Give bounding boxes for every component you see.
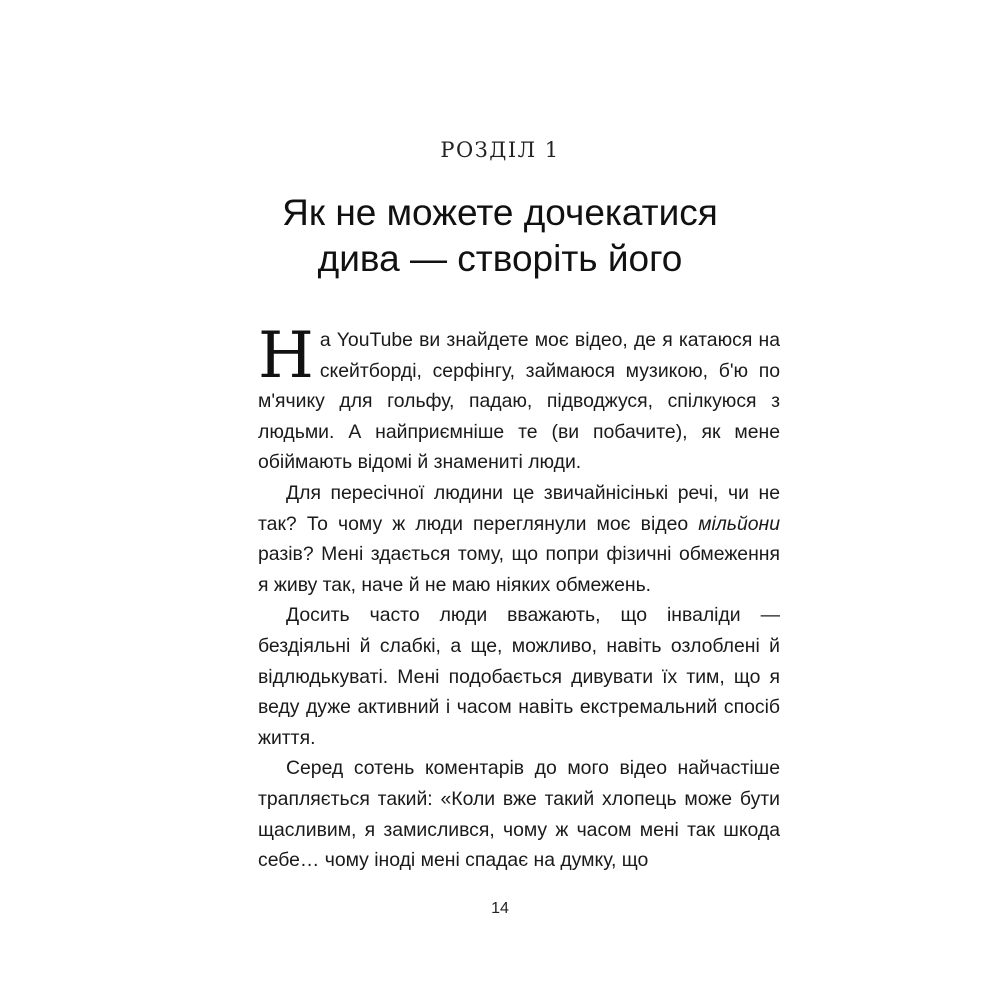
chapter-title-line-1: Як не можете дочекатися	[282, 192, 718, 233]
paragraph-2	[258, 478, 780, 600]
paragraph-1-text: а YouTube ви знайдете моє відео, де я катаюся на скейтборді, серфінгу, займаюся музикою, б'ю по м'ячику для гольфу, падаю, підводжуся, спілкуюся з людьми. А найприємніше те (ви побачите), як мене обіймають відомі й знамениті люди.	[258, 329, 780, 474]
paragraph-2-emphasis: мільйони	[698, 512, 780, 535]
body-text	[258, 319, 780, 876]
page-number: 14	[491, 900, 509, 917]
paragraph-3: Досить часто люди вважають, що інваліди — бездіяльні й слабкі, а ще, можливо, навіть озлоблені й відлюдькуваті. Мені подобається дивувати їх тим, що я веду дуже активний і часом навіть екстремальний спосіб життя.	[258, 604, 780, 749]
paragraph-4: Серед сотень коментарів до мого відео найчастіше трапляється такий: «Коли вже такий хлопець може бути щасливим, я замислився, чому ж часом мені так шкода себе… чому іноді мені спадає на думку, що	[258, 757, 780, 872]
paragraph-2-text-a: Для пересічної людини це звичайнісінькі речі, чи не так? То чому ж люди переглянули моє відео	[258, 481, 780, 535]
paragraph-2-text-b: разів? Мені здається тому, що попри фізичні обмеження я живу так, наче й не маю ніяких обмежень.	[258, 543, 780, 596]
chapter-label: РОЗДІЛ 1	[440, 138, 560, 162]
chapter-title-line-2: дива — створіть його	[317, 238, 683, 279]
drop-cap: Н	[258, 319, 314, 393]
chapter-title	[0, 190, 1000, 282]
paragraph-1	[258, 319, 780, 478]
